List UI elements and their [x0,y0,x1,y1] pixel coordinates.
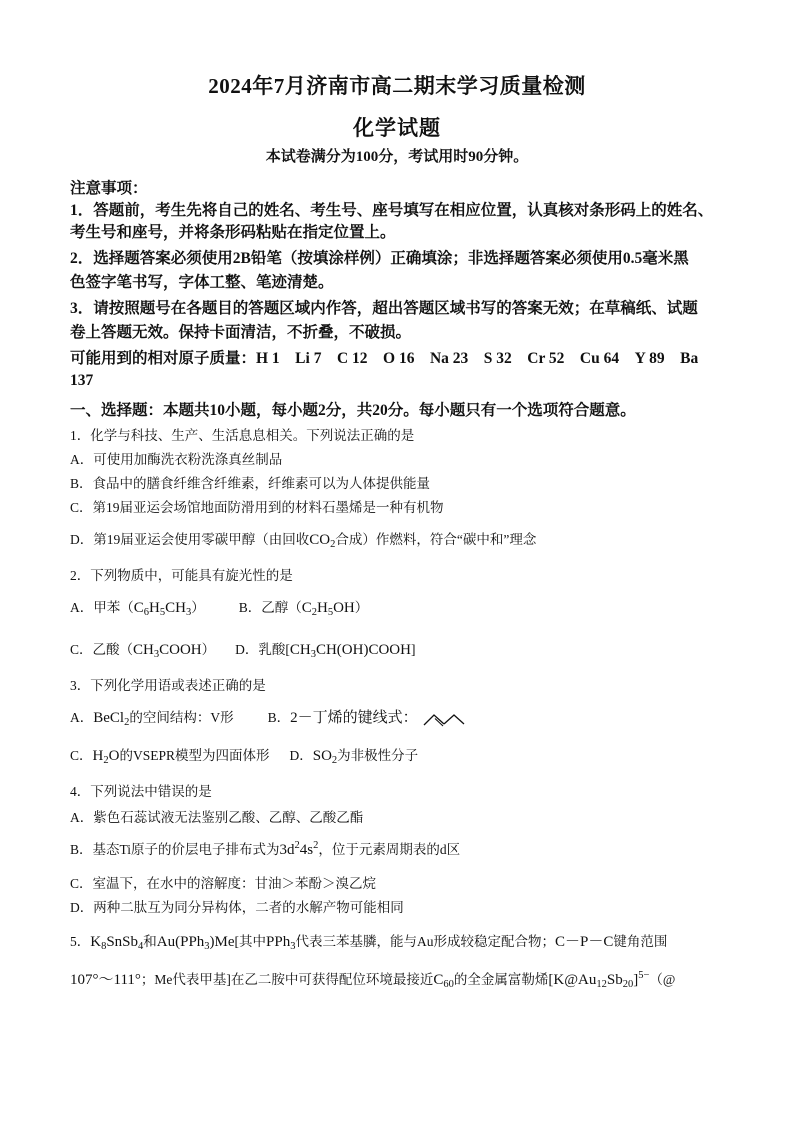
subject-title: 化学试题 [353,116,441,140]
q5-k8snsb4: $K_8SnSb_4$ [90,934,144,952]
q1-d-post: 合成）作燃料，符合“碳中和”理念 [335,532,537,547]
q2-row-ab [70,596,730,617]
q2-d-formula: $CH_3CH(OH)COOH$ [289,642,411,660]
q2-a-post: ） [191,600,205,615]
notice-item-3-cont: 卷上答题无效。保持卡面清洁，不折叠，不破损。 [70,324,412,341]
notice-heading: 注意事项： [70,180,148,197]
score-note: 本试卷满分为100分，考试用时90分钟。 [265,149,529,165]
q3-a-post: 的空间结构：V形 [129,710,234,725]
atomic-mass-cont: 137 [70,372,94,389]
q3-a-bec-sub: 2 [124,717,130,728]
q2-b-formula: $C_2H_5OH$ [301,600,355,618]
q3-d-pre: D． [289,748,313,763]
q2-a-pre: A．甲苯（ [70,600,134,615]
q3-d-so: SO [312,748,332,764]
q3-c-o: O [108,748,120,764]
q5-line-2 [70,968,730,989]
q4-option-a: A．紫色石蕊试液无法鉴别乙酸、乙醇、乙酸乙酯 [70,810,364,825]
q5-pph3: PPh$_3$ [266,934,296,952]
q3-c-formula [93,748,120,764]
q2-c-pre: C．乙酸（ [70,642,134,657]
q1-option-d [70,528,730,549]
q4-option-d: D．两种二肽互为同分异构体，二者的水解产物可能相同 [70,900,404,915]
q4-option-b [70,838,730,859]
q5-c60: $C_{60}$ [433,972,454,990]
q3-b-pre: B． [267,710,291,725]
q2-c-post: ） [201,642,216,657]
notice-item-2-cont: 色签字笔书写，字体工整、笔迹清楚。 [70,274,334,291]
q5-fullerene-formula: $[K@Au_{12}Sb_{20}]^{5-}$ [548,970,650,990]
q2-d-pre: D．乳酸[ [235,642,290,657]
q3-row-cd [70,744,730,765]
page-title: 2024年7月济南市高二期末学习质量检测 [208,74,586,98]
q3-stem: 3．下列化学用语或表述正确的是 [70,678,266,693]
q3-a-pre: A． [70,710,94,725]
q3-c-post: 的VSEPR模型为四面体形 [119,748,270,763]
q3-d-so-sub: 2 [331,755,338,766]
q5-pph3-desc: 代表三苯基膦，能与Au形成较稳定配合物； [295,934,555,949]
q1-option-b: B．食品中的膳食纤维含纤维素，纤维素可以为人体提供能量 [70,476,431,491]
q1-stem: 1．化学与科技、生产、生活息息相关。下列说法正确的是 [70,428,415,443]
atomic-mass-line: 可能用到的相对原子质量：H 1 Li 7 C 12 O 16 Na 23 S 32 Cr 52 Cu 64 Y 89 Ba [70,350,699,367]
q1-d-co: CO [309,532,331,548]
q2-d-post: ] [410,642,416,657]
q1-option-a: A．可使用加酶洗衣粉洗涤真丝制品 [70,452,283,467]
notice-item-2: 2．选择题答案必须使用2B铅笔（按填涂样例）正确填涂；非选择题答案必须使用0.5毫米黑 [70,250,689,267]
q3-a-formula [93,710,129,726]
q2-a-formula: $C_6H_5CH_3$ [133,600,192,618]
section-heading: 一、选择题：本题共10小题，每小题2分，共20分。每小题只有一个选项符合题意。 [70,402,636,419]
q4-b-config: $3d^24s^2$ [279,840,319,858]
q3-c-h: H [92,748,104,764]
q1-option-c: C．第19届亚运会场馆地面防滑用到的材料石墨烯是一种有机物 [70,500,444,515]
q1-d-co-sub: 2 [330,539,336,550]
q2-row-cd [70,638,730,659]
q5-angle-range-label: 键角范围 [613,934,668,949]
q3-a-bec: BeCl [93,710,125,726]
q5-number: 5． [70,934,91,949]
q4-b-post: ，位于元素周期表的d区 [318,842,461,857]
q3-d-formula [313,748,337,764]
q4-stem: 4．下列说法中错误的是 [70,784,212,799]
q2-b-post: ） [354,600,369,615]
q5-line-1 [70,930,730,951]
q4-option-c: C．室温下，在水中的溶解度：甘油＞苯酚＞溴乙烷 [70,876,377,891]
q3-d-post: 为非极性分子 [337,748,419,763]
q5-fullerene-label: 的全金属富勒烯 [453,972,549,987]
notice-item-1-cont: 考生号和座号，并将条形码粘贴在指定位置上。 [70,224,396,241]
butene-skeletal-formula [422,710,466,728]
q3-b-name: 2－丁烯的键线式： [290,710,418,726]
q2-stem: 2．下列物质中，可能具有旋光性的是 [70,568,293,583]
q1-d-co2 [309,532,335,548]
q5-and: 和 [143,934,157,949]
notice-item-3: 3．请按照题号在各题目的答题区域内作答，超出答题区域书写的答案无效；在草稿纸、试题 [70,300,698,317]
q3-c-h-sub: 2 [103,755,109,766]
q3-row-ab [70,706,730,728]
notice-item-1: 1．答题前，考生先将自己的姓名、考生号、座号填写在相应位置，认真核对条形码上的姓名、 [70,202,714,219]
q2-b-pre: B．乙醇（ [238,600,302,615]
q5-angle-range: 107°～111° [70,972,141,988]
q3-c-pre: C． [70,748,93,763]
q5-bracket-open: [其中 [234,934,267,949]
q2-c-formula: $CH_3COOH$ [133,642,202,660]
q1-d-pre: D．第19届亚运会使用零碳甲醇（由回收 [70,532,310,547]
q5-desc: ；Me代表甲基]在乙二胺中可获得配位环境最接近 [140,972,434,987]
q5-au-complex: Au(PPh$_3$)Me [156,934,235,952]
q4-b-pre: B．基态Ti原子的价层电子排布式为 [70,842,280,857]
q5-end: （@ [649,972,676,987]
q5-cpc: C－P－C [554,934,614,950]
